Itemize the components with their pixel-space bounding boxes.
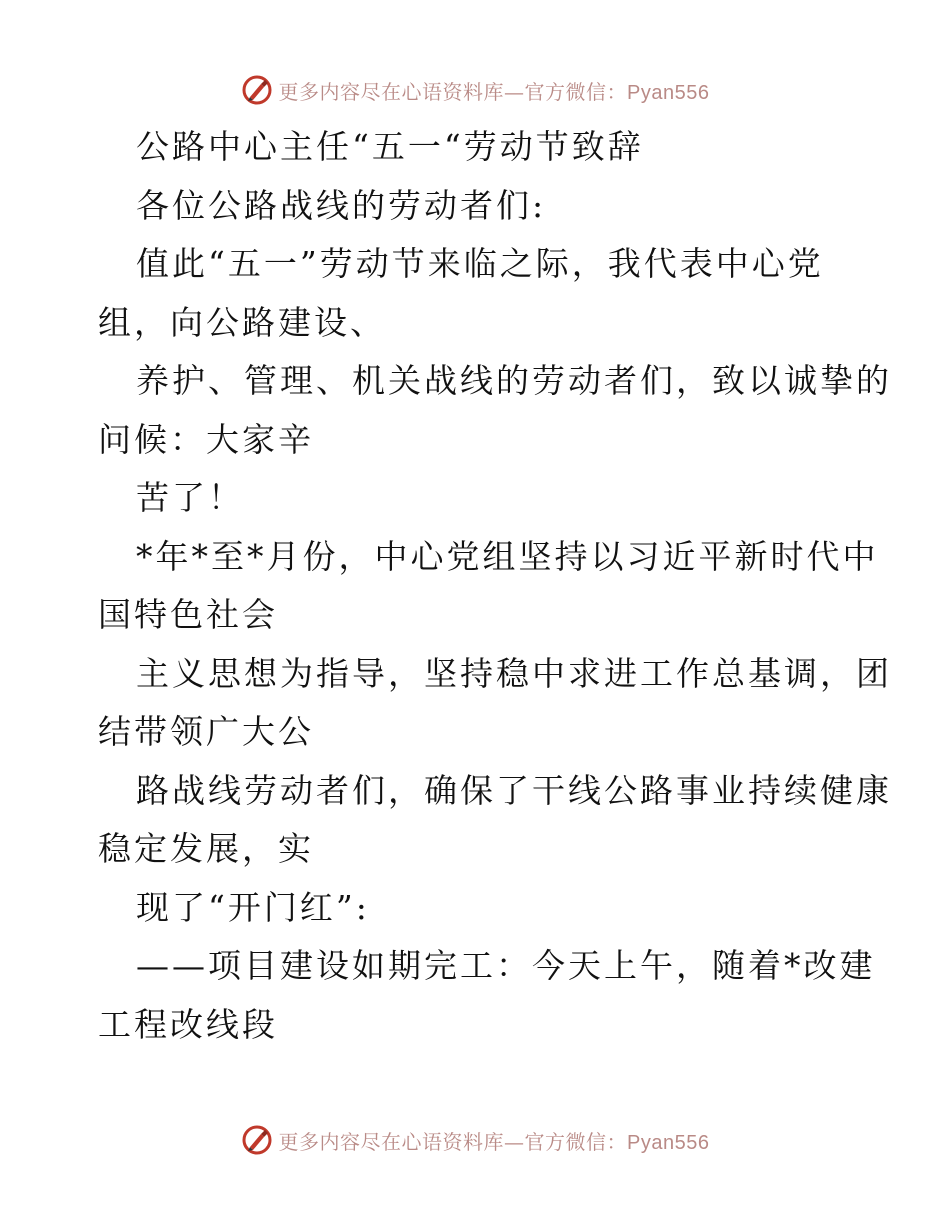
paragraph-line: 路战线劳动者们，确保了干线公路事业持续健康 bbox=[136, 770, 892, 810]
footer-banner-wechat: Pyan556 bbox=[627, 1131, 710, 1154]
paragraph-line: 苦了！ bbox=[136, 478, 244, 517]
pen-logo-icon bbox=[241, 1124, 273, 1156]
paragraph-line: 稳定发展，实 bbox=[98, 829, 314, 868]
paragraph-line: 国特色社会 bbox=[98, 595, 278, 634]
paragraph-line: 养护、管理、机关战线的劳动者们，致以诚挚的 bbox=[136, 361, 892, 400]
paragraph-line: 工程改线段 bbox=[98, 1004, 278, 1044]
paragraph-line: 值此“五一”劳动节来临之际，我代表中心党 bbox=[136, 244, 824, 283]
salutation: 各位公路战线的劳动者们: bbox=[136, 185, 547, 225]
footer-banner bbox=[0, 1120, 950, 1160]
paragraph-line: 组，向公路建设、 bbox=[98, 302, 386, 342]
paragraph-line: 主义思想为指导，坚持稳中求进工作总基调，团 bbox=[136, 653, 892, 693]
footer-banner-text: 更多内容尽在心语资料库—官方微信： bbox=[278, 1129, 628, 1154]
paragraph-line: 结带领广大公 bbox=[98, 712, 314, 751]
document-title: 公路中心主任“五一“劳动节致辞 bbox=[136, 127, 644, 166]
paragraph-line: 现了“开门红”: bbox=[136, 887, 370, 927]
paragraph-line: ——项目建设如期完工：今天上午，随着*改建 bbox=[136, 946, 876, 985]
header-banner-text: 更多内容尽在心语资料库—官方微信： bbox=[278, 79, 628, 104]
document-body bbox=[98, 118, 892, 1054]
paragraph-line: 问候：大家辛 bbox=[98, 419, 314, 459]
header-banner-wechat: Pyan556 bbox=[627, 81, 710, 104]
paragraph-line: *年*至*月份，中心党组坚持以习近平新时代中 bbox=[136, 536, 879, 576]
header-banner bbox=[0, 70, 950, 110]
pen-logo-icon bbox=[241, 74, 273, 106]
